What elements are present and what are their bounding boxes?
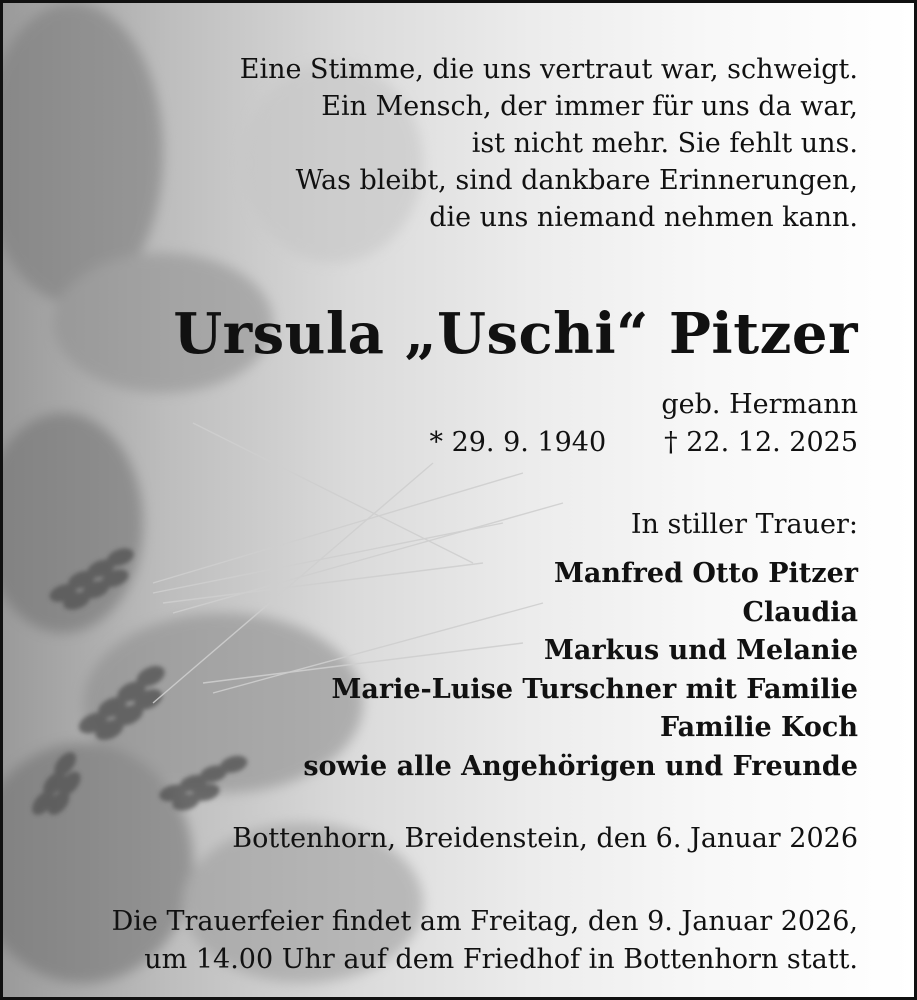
funeral-line: um 14.00 Uhr auf dem Friedhof in Bottenhorn statt. (144, 944, 858, 975)
mourner: Familie Koch (659, 712, 858, 744)
verse-line: die uns niemand nehmen kann. (429, 202, 858, 233)
deceased-name: Ursula „Uschi“ Pitzer (173, 301, 858, 367)
mourner: Claudia (742, 596, 858, 628)
funeral-notice (112, 903, 858, 979)
death-date: † 22. 12. 2025 (664, 427, 858, 458)
life-dates (429, 427, 858, 458)
mourner: Marie-Luise Turschner mit Familie (331, 673, 858, 705)
verse (240, 51, 858, 236)
birth-date: * 29. 9. 1940 (429, 427, 607, 458)
verse-line: Was bleibt, sind dankbare Erinnerungen, (295, 165, 858, 196)
verse-line: ist nicht mehr. Sie fehlt uns. (471, 128, 858, 159)
mourning-intro: In stiller Trauer: (630, 509, 858, 540)
place-date: Bottenhorn, Breidenstein, den 6. Januar 2026 (232, 823, 858, 854)
mourner: Manfred Otto Pitzer (554, 558, 858, 589)
maiden-name: geb. Hermann (661, 389, 858, 420)
verse-line: Ein Mensch, der immer für uns da war, (321, 91, 858, 122)
mourner: Markus und Melanie (544, 635, 858, 667)
funeral-line: Die Trauerfeier findet am Freitag, den 9. Januar 2026, (111, 906, 858, 937)
mourner: sowie alle Angehörigen und Freunde (303, 750, 858, 782)
mourners-list (303, 555, 858, 787)
verse-line: Eine Stimme, die uns vertraut war, schweigt. (239, 54, 858, 85)
